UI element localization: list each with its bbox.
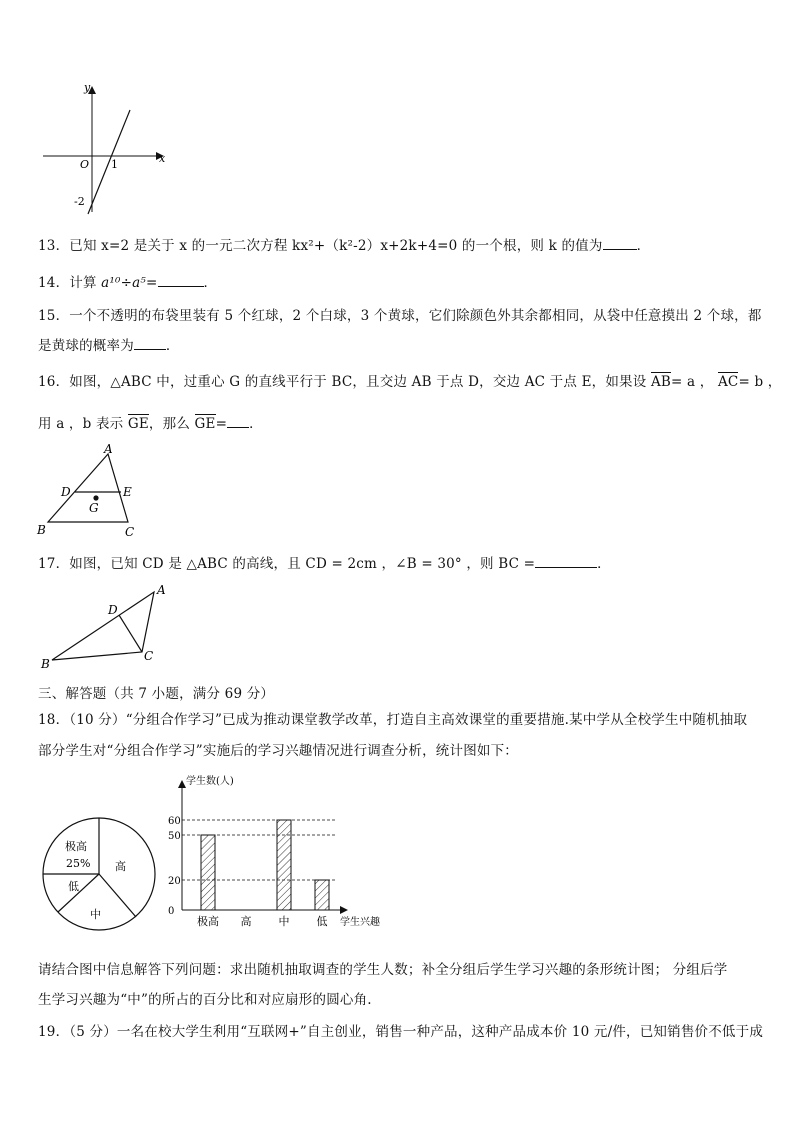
bar-2	[277, 820, 291, 910]
category-label: 高	[240, 915, 252, 928]
y-axis-label: y	[84, 81, 91, 94]
question-15-end: ．	[165, 338, 180, 354]
triangle-abc	[48, 454, 128, 522]
question-16-line-2	[38, 412, 263, 432]
y-tick-label: 50	[168, 831, 181, 842]
y-tick-label: 60	[168, 816, 181, 827]
origin-label: O	[80, 158, 90, 171]
vector-ab-eq: = a ，	[671, 374, 714, 390]
bar-0	[201, 835, 215, 910]
vector-ac: AC	[717, 374, 739, 390]
question-16-text-2b: ，那么	[148, 416, 191, 432]
label-e: E	[123, 485, 132, 499]
bar-x-axis-arrow	[340, 906, 348, 914]
question-14-end: ．	[203, 275, 218, 291]
answer-blank	[158, 274, 204, 287]
bar-layer	[168, 816, 335, 928]
label-d: D	[61, 485, 71, 499]
bar-x-axis-label: 学生兴趣	[340, 917, 380, 928]
linear-function-line	[88, 110, 130, 214]
y-tick-label: -2	[74, 195, 85, 208]
question-13	[38, 234, 650, 254]
question-18-line-2: 部分学生对“分组合作学习”实施后的学习兴趣情况进行调查分析，统计图如下：	[38, 743, 519, 759]
triangle-abc	[52, 592, 154, 660]
vector-ge: GE	[127, 416, 149, 432]
vector-ab: AB	[650, 374, 672, 390]
question-18-line-3: 请结合图中信息解答下列问题：求出随机抽取调查的学生人数；补全分组后学生学习兴趣的条形统计图； 分组后学	[38, 962, 728, 978]
question-17-end: ．	[597, 556, 611, 572]
label-a: A	[104, 442, 113, 456]
question-19: 19．（5 分）一名在校大学生利用“互联网+”自主创业，销售一种产品，这种产品成本价 10 元/件，已知销售价不低于成	[38, 1024, 764, 1040]
vector-ge-2: GE	[194, 416, 216, 432]
question-16-end: ．	[249, 416, 263, 432]
label-c: C	[125, 525, 135, 539]
category-label: 低	[316, 915, 328, 928]
label-b: B	[41, 657, 50, 671]
triangle-17-figure	[38, 582, 178, 672]
question-13-text: 13．已知 x=2 是关于 x 的一元二次方程 kx²+（k²-2）x+2k+4=0 的一个根，则 k 的值为	[38, 238, 603, 254]
pie-label-medium: 中	[90, 908, 101, 921]
question-16-text-2c: =	[215, 416, 228, 432]
pie-label-25-percent: 25%	[66, 857, 91, 870]
triangle-16-figure	[34, 442, 154, 542]
altitude-cd	[119, 615, 142, 652]
x-axis-label: x	[159, 152, 166, 165]
question-17	[38, 552, 611, 572]
question-16-text-2a: 用 a ，b 表示	[38, 416, 124, 432]
question-13-end: ．	[636, 238, 651, 254]
line-graph-figure	[38, 78, 178, 218]
y-tick-label: 0	[168, 906, 175, 917]
answer-blank	[535, 555, 597, 568]
question-14-prefix: 14．计算	[38, 275, 102, 291]
category-label: 极高	[197, 915, 219, 928]
pie-label-very-high: 极高	[65, 840, 87, 853]
bar-y-axis-arrow	[178, 780, 186, 788]
question-14-expression: a¹⁰÷a⁵=	[101, 275, 158, 291]
point-g	[93, 495, 98, 500]
question-15-line-1: 15．一个不透明的布袋里装有 5 个红球，2 个白球，3 个黄球，它们除颜色外其余都相同，从袋中任意摸出 2 个球，都	[38, 308, 762, 324]
label-g: G	[89, 501, 99, 515]
bar-y-axis-label: 学生数(人)	[186, 776, 234, 787]
bar-chart	[160, 770, 400, 940]
bar-3	[315, 880, 329, 910]
answer-blank	[134, 337, 166, 350]
x-tick-label: 1	[111, 158, 118, 171]
question-17-text: 17．如图，已知 CD 是 △ABC 的高线，且 CD = 2cm ，∠B = 30° ，则 BC =	[38, 556, 536, 572]
pie-label-high: 高	[115, 860, 126, 873]
question-16-line-1	[38, 370, 782, 390]
answer-blank	[227, 415, 249, 428]
question-16-text: 16．如图，△ABC 中，过重心 G 的直线平行于 BC，且交边 AB 于点 D，交边 AC 于点 E，如果设	[38, 374, 647, 390]
label-b: B	[37, 523, 46, 537]
category-label: 中	[278, 915, 290, 928]
question-14	[38, 271, 217, 291]
pie-chart	[38, 812, 160, 936]
label-a: A	[157, 583, 166, 597]
section-3-title: 三、解答题（共 7 小题，满分 69 分）	[38, 686, 275, 702]
question-15-text: 是黄球的概率为	[38, 338, 134, 354]
pie-divider	[99, 874, 136, 917]
answer-blank	[603, 237, 637, 250]
question-18-line-1: 18．（10 分）“分组合作学习”已成为推动课堂教学改革，打造自主高效课堂的重要措施.某中学从全校学生中随机抽取	[38, 712, 748, 728]
question-18-line-4: 生学习兴趣为“中”的所占的百分比和对应扇形的圆心角.	[38, 992, 372, 1008]
pie-label-low: 低	[68, 880, 79, 893]
label-c: C	[144, 649, 154, 663]
vector-ac-eq: = b ，	[738, 374, 782, 390]
question-15-line-2	[38, 334, 180, 354]
label-d: D	[108, 603, 118, 617]
y-tick-label: 20	[168, 876, 181, 887]
